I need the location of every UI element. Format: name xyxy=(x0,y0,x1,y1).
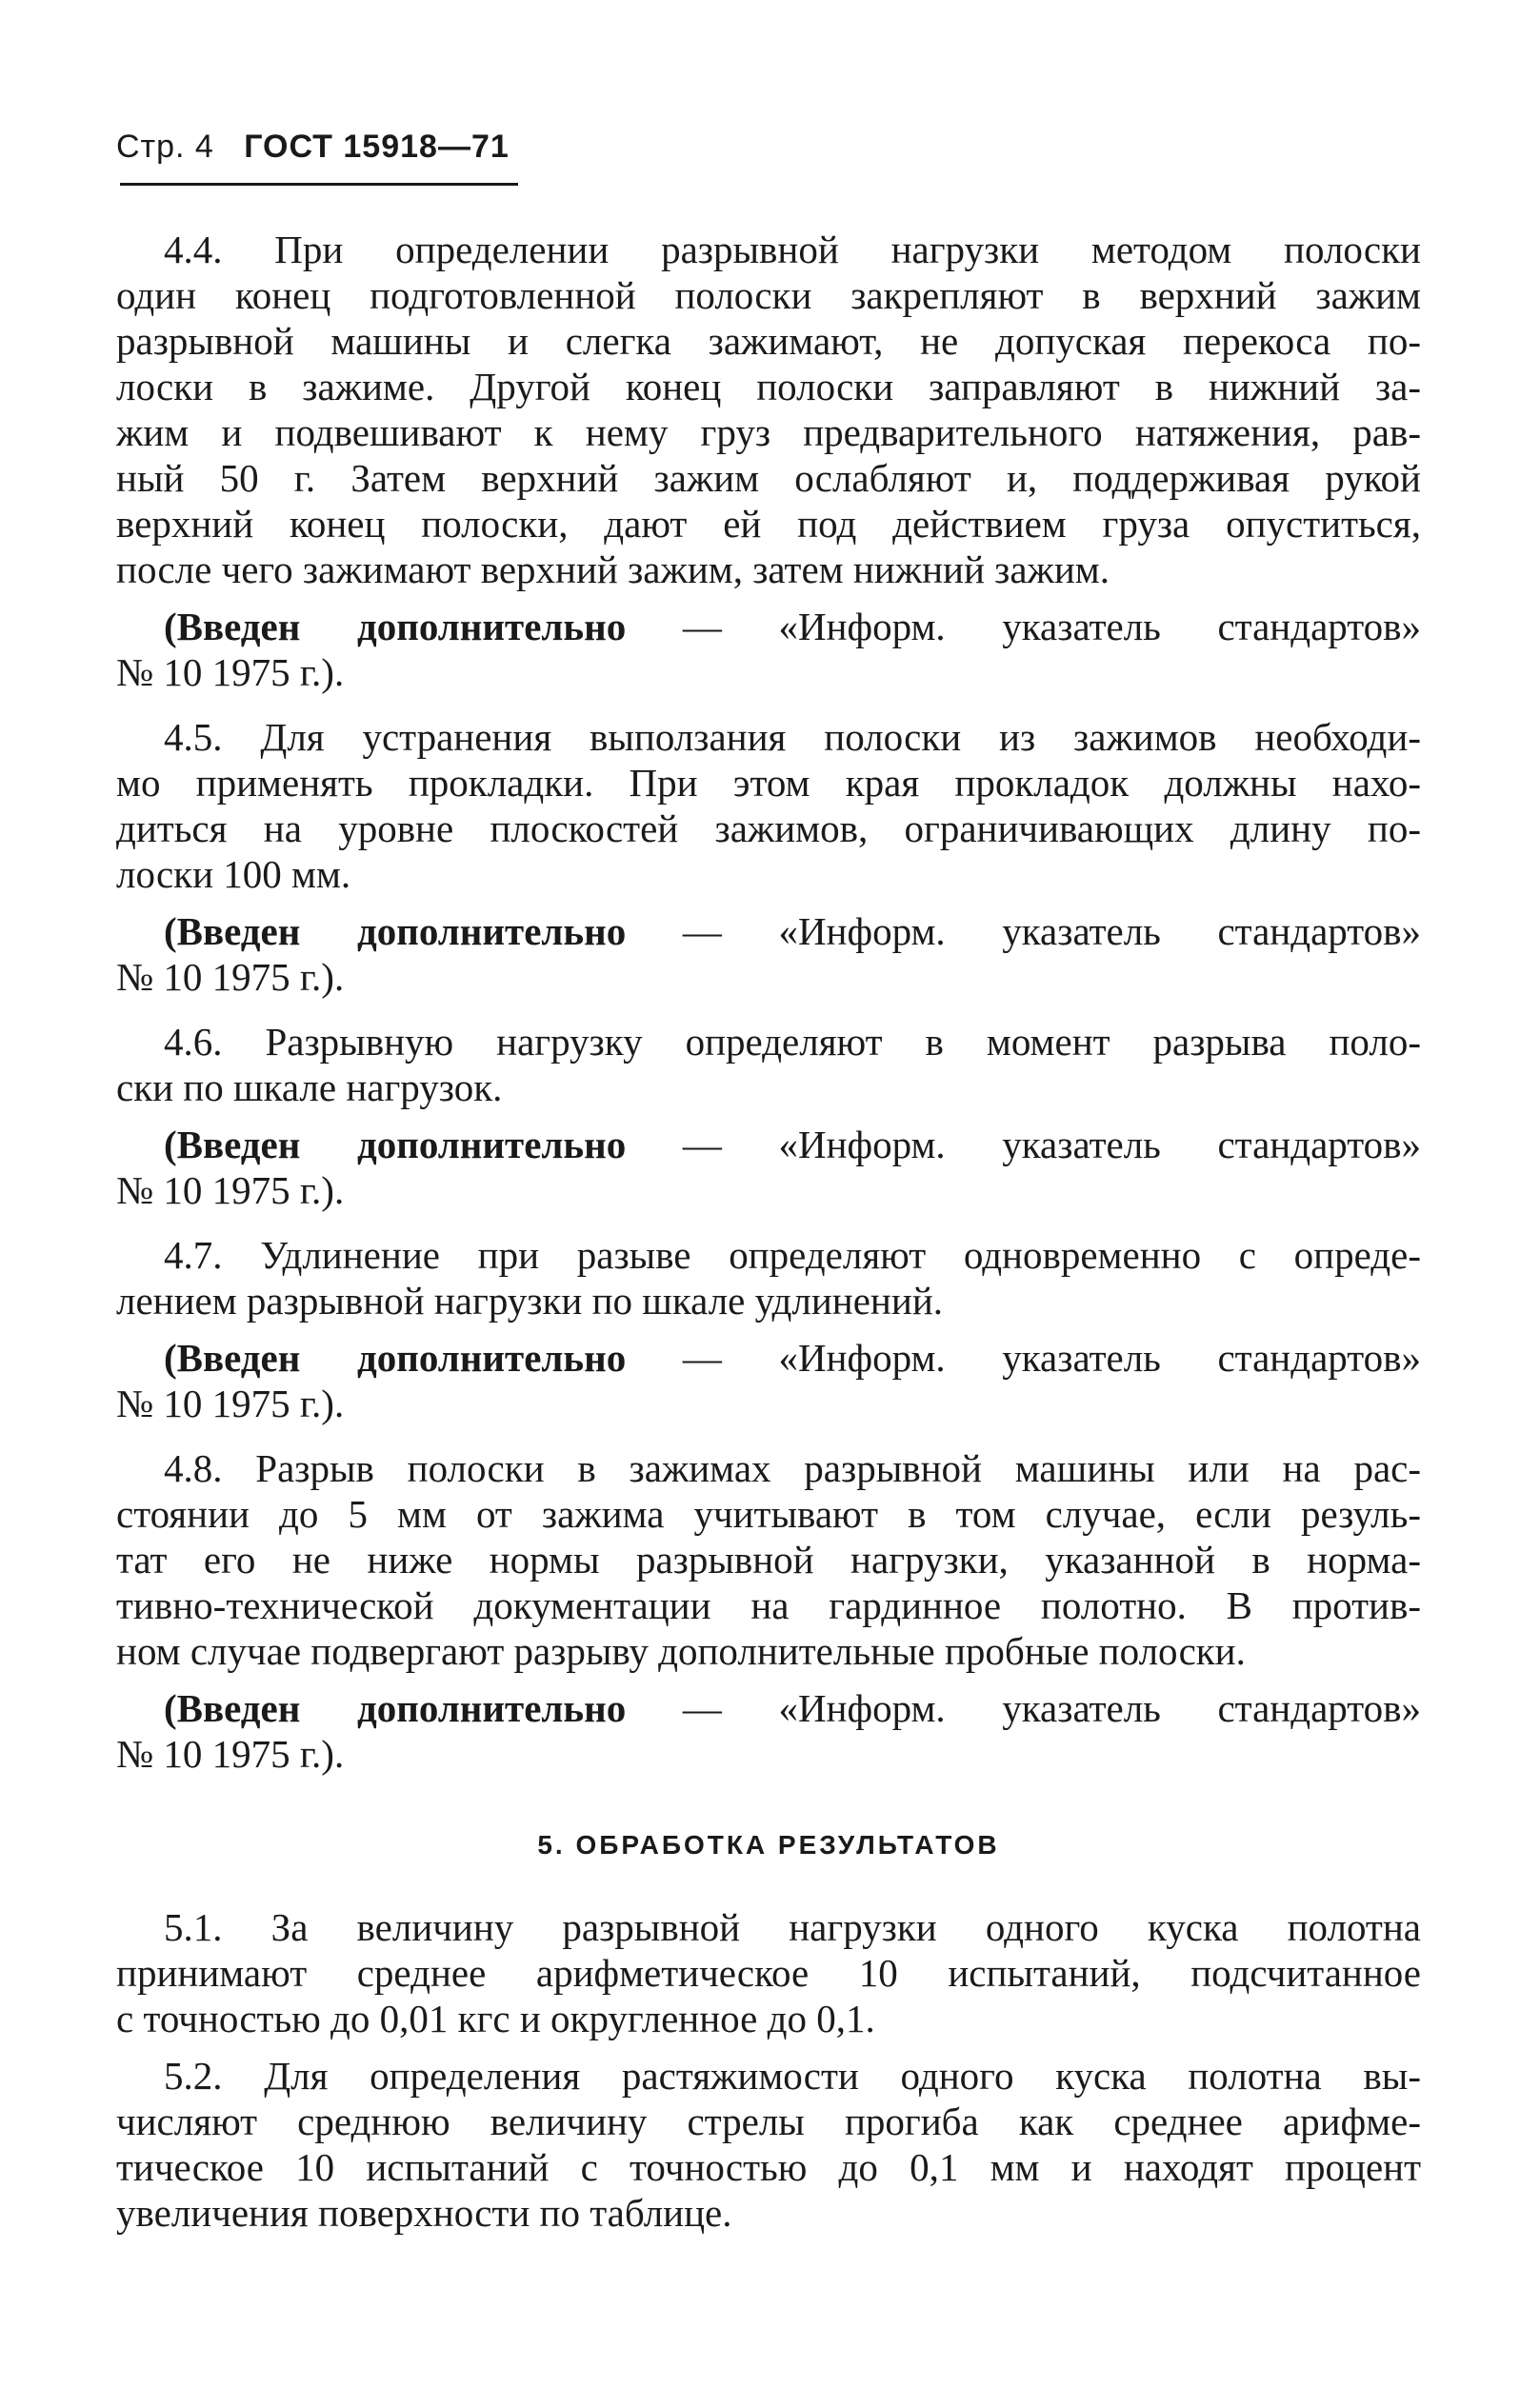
note-text: — «Информ. указатель стандартов» xyxy=(626,1686,1421,1730)
note-bold-text: (Введен дополнительно xyxy=(164,605,627,648)
paragraph-line: ски по шкале нагрузок. xyxy=(116,1065,503,1109)
paragraph-line: мо применять прокладки. При этом края прокладок должны нахо- xyxy=(116,761,1421,805)
paragraph-line: 4.5. Для устранения выползания полоски из зажимов необходи- xyxy=(164,715,1421,759)
paragraph-line: 5.2. Для определения растяжимости одного куска полотна вы- xyxy=(164,2054,1421,2098)
paragraph-line: после чего зажимают верхний зажим, затем нижний зажим. xyxy=(116,547,1110,591)
section-heading: 5. ОБРАБОТКА РЕЗУЛЬТАТОВ xyxy=(537,1830,1000,1860)
paragraph-line: тивно-технической документации на гардинное полотно. В против- xyxy=(116,1583,1421,1627)
paragraph-line: лоски 100 мм. xyxy=(116,852,351,896)
paragraph-line: 4.7. Удлинение при разыве определяют одновременно с опреде- xyxy=(164,1233,1421,1277)
note-line: № 10 1975 г.). xyxy=(116,650,345,694)
paragraph-line: принимают среднее арифметическое 10 испытаний, подсчитанное xyxy=(116,1951,1421,1995)
paragraph-line: тическое 10 испытаний с точностью до 0,1 мм и находят процент xyxy=(116,2145,1421,2189)
paragraph-line: верхний конец полоски, дают ей под действием груза опуститься, xyxy=(116,502,1421,546)
paragraph-line: с точностью до 0,01 кгс и округленное до 0,1. xyxy=(116,1997,875,2040)
paragraph-line: 5.1. За величину разрывной нагрузки одного куска полотна xyxy=(164,1905,1421,1949)
paragraph-4-7 xyxy=(116,1232,1421,1323)
note-line xyxy=(116,1335,1421,1381)
note-line: № 10 1975 г.). xyxy=(116,1168,345,1212)
paragraph-line: жим и подвешивают к нему груз предварительного натяжения, рав- xyxy=(116,410,1421,454)
paragraph-line: тат его не ниже нормы разрывной нагрузки, указанной в норма- xyxy=(116,1538,1421,1582)
amendment-note-4-6 xyxy=(116,1122,1421,1213)
paragraph-line: один конец подготовленной полоски закрепляют в верхний зажим xyxy=(116,273,1421,317)
note-line xyxy=(116,908,1421,954)
note-line xyxy=(116,1122,1421,1167)
note-bold-text: (Введен дополнительно xyxy=(164,1686,627,1730)
paragraph-line: лоски в зажиме. Другой конец полоски заправляют в нижний за- xyxy=(116,365,1421,408)
paragraph-5-1 xyxy=(116,1904,1421,2041)
amendment-note-4-7 xyxy=(116,1335,1421,1426)
document-body xyxy=(116,227,1421,2247)
paragraph-4-4 xyxy=(116,227,1421,592)
paragraph-line: увеличения поверхности по таблице. xyxy=(116,2191,732,2235)
page-header xyxy=(116,129,510,166)
note-bold-text: (Введен дополнительно xyxy=(164,1123,627,1166)
paragraph-line: диться на уровне плоскостей зажимов, ограничивающих длину по- xyxy=(116,806,1421,850)
note-text: — «Информ. указатель стандартов» xyxy=(626,605,1421,648)
paragraph-5-2 xyxy=(116,2053,1421,2236)
note-line xyxy=(116,604,1421,649)
paragraph-line: числяют среднюю величину стрелы прогиба как среднее арифме- xyxy=(116,2100,1421,2143)
paragraph-4-6 xyxy=(116,1019,1421,1110)
paragraph-line: стоянии до 5 мм от зажима учитывают в том случае, если резуль- xyxy=(116,1492,1421,1536)
header-spacer xyxy=(224,129,233,165)
paragraph-line: 4.4. При определении разрывной нагрузки методом полоски xyxy=(164,228,1421,271)
paragraph-line: лением разрывной нагрузки по шкале удлинений. xyxy=(116,1279,944,1323)
note-line: № 10 1975 г.). xyxy=(116,1382,345,1425)
note-line: № 10 1975 г.). xyxy=(116,955,345,999)
note-text: — «Информ. указатель стандартов» xyxy=(626,1123,1421,1166)
amendment-note-4-4 xyxy=(116,604,1421,695)
note-bold-text: (Введен дополнительно xyxy=(164,909,627,953)
page-number: Стр. 4 xyxy=(116,129,214,165)
amendment-note-4-8 xyxy=(116,1685,1421,1777)
note-text: — «Информ. указатель стандартов» xyxy=(626,1336,1421,1380)
note-line xyxy=(116,1685,1421,1731)
paragraph-line: ный 50 г. Затем верхний зажим ослабляют и, поддерживая рукой xyxy=(116,456,1421,500)
note-bold-text: (Введен дополнительно xyxy=(164,1336,627,1380)
paragraph-4-8 xyxy=(116,1445,1421,1674)
note-text: — «Информ. указатель стандартов» xyxy=(626,909,1421,953)
header-rule xyxy=(120,183,518,186)
paragraph-line: 4.8. Разрыв полоски в зажимах разрывной машины или на рас- xyxy=(164,1446,1421,1490)
gost-number: ГОСТ 15918—71 xyxy=(244,129,510,165)
amendment-note-4-5 xyxy=(116,908,1421,1000)
paragraph-line: разрывной машины и слегка зажимают, не допуская перекоса по- xyxy=(116,319,1421,363)
paragraph-line: 4.6. Разрывную нагрузку определяют в момент разрыва поло- xyxy=(164,1020,1421,1064)
paragraph-4-5 xyxy=(116,714,1421,897)
note-line: № 10 1975 г.). xyxy=(116,1732,345,1776)
paragraph-line: ном случае подвергают разрыву дополнительные пробные полоски. xyxy=(116,1629,1246,1673)
